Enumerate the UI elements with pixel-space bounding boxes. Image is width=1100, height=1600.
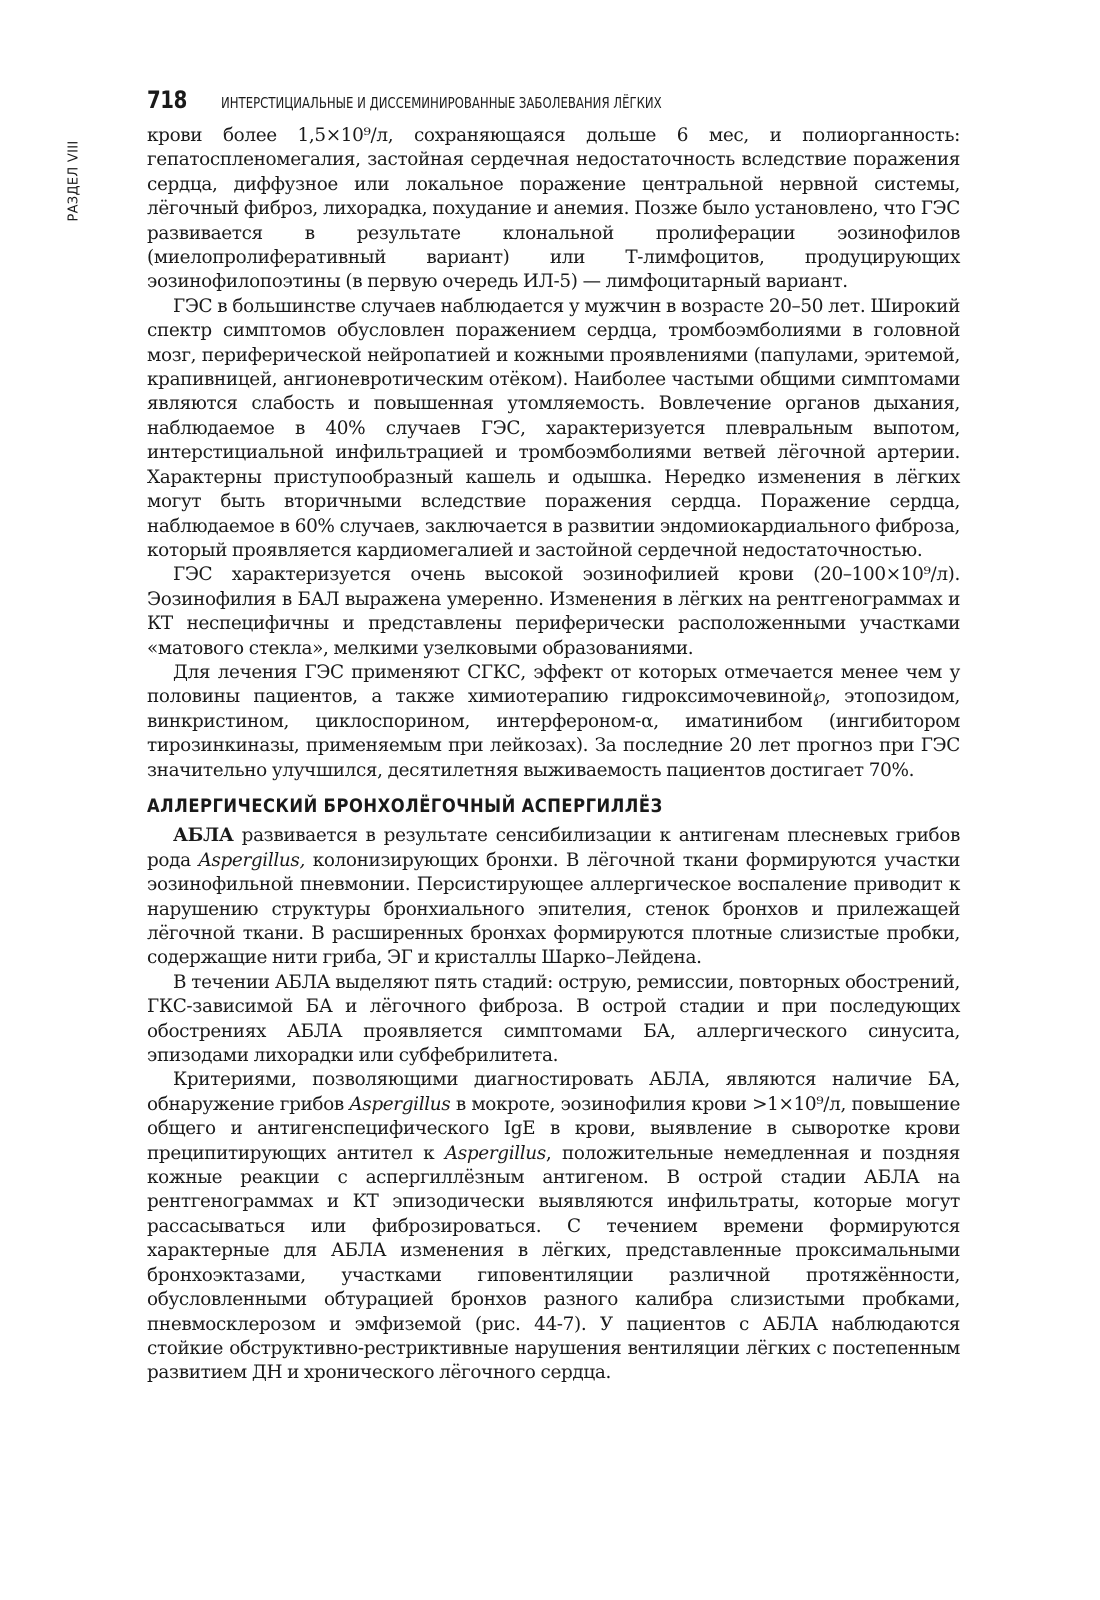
genus-name: Aspergillus — [349, 1093, 451, 1115]
section-tab-label: РАЗДЕЛ VIII — [66, 140, 82, 222]
page-number: 718 — [147, 86, 187, 114]
paragraph: крови более 1,5×10⁹/л, сохраняющаяся дольше 6 мес, и полиорганность: гепатоспленомегалия, застойная сердечная недостаточность вследствие поражения сердца, диффузное или локальное поражение центральной нервной системы, лёгочный фиброз, лихорадка, похудание и анемия. Позже было установлено, что ГЭС развивается в результате клональной пролиферации эозинофилов (миелопролиферативный вариант) или Т-лимфоцитов, продуцирующих эозинофилопоэтины (в первую очередь ИЛ-5) — лимфоцитарный вариант. — [147, 125, 960, 293]
paragraph: В течении АБЛА выделяют пять стадий: острую, ремиссии, повторных обострений, ГКС-зависимой БА и лёгочного фиброза. В острой стадии и при последующих обострениях АБЛА проявляется симптомами БА, аллергического синусита, эпизодами лихорадки или субфебрилитета. — [147, 971, 960, 1067]
chapter-title: ИНТЕРСТИЦИАЛЬНЫЕ И ДИССЕМИНИРОВАННЫЕ ЗАБОЛЕВАНИЯ ЛЁГКИХ — [221, 94, 662, 112]
term-abbreviation: АБЛА — [173, 825, 234, 847]
paragraph-text: развивается в результате сенсибилизации к антигенам плесневых грибов рода — [147, 825, 960, 871]
paragraph: ГЭС характеризуется очень высокой эозинофилией крови (20–100×10⁹/л). Эозинофилия в БАЛ выражена умеренно. Изменения в лёгких на рентгенограммах и КТ неспецифичны и представлены периферически расположенными участками «матового стекла», мелкими узелковыми образованиями. — [147, 564, 960, 659]
genus-name: Aspergillus — [444, 1142, 546, 1164]
paragraph-text: в мокроте, эозинофилия крови >1×10⁹/л, повышение общего и антигенспецифического IgE в крови, выявление в сыворотке крови преципитирующих антител к — [147, 1093, 960, 1164]
paragraph-text: Критериями, позволяющими диагностировать АБЛА, являются наличие БА, обнаружение грибов — [147, 1069, 960, 1115]
section-tab — [62, 131, 86, 231]
page-body — [147, 124, 960, 1386]
paragraph — [147, 824, 960, 970]
genus-name: Aspergillus, — [198, 849, 305, 871]
paragraph-text: колонизирующих бронхи. В лёгочной ткани формируются участки эозинофильной пневмонии. Персистирующее аллергическое воспаление приводит к нарушению структуры бронхиального эпителия, стенок бронхов и прилежащей лёгочной ткани. В расширенных бронхах формируются плотные слизистые пробки, содержащие нити гриба, ЭГ и кристаллы Шарко–Лейдена. — [147, 849, 960, 969]
paragraph-text: , положительные немедленная и поздняя кожные реакции с аспергиллёзным антигеном. В острой стадии АБЛА на рентгенограммах и КТ эпизодически выявляются инфильтраты, которые могут рассасываться или фиброзироваться. С течением времени формируются характерные для АБЛА изменения в лёгких, представленные проксимальными бронхоэктазами, участками гиповентиляции различной протяжённости, обусловленными обтурацией бронхов разного калибра слизистыми пробками, пневмосклерозом и эмфиземой (рис. 44-7). У пациентов с АБЛА наблюдаются стойкие обструктивно-рестриктивные нарушения вентиляции лёгких с постепенным развитием ДН и хронического лёгочного сердца. — [147, 1142, 960, 1384]
paragraph: ГЭС в большинстве случаев наблюдается у мужчин в возрасте 20–50 лет. Широкий спектр симптомов обусловлен поражением сердца, тромбоэмболиями в головной мозг, периферической нейропатией и кожными проявлениями (папулами, эритемой, крапивницей, ангионевротическим отёком). Наиболее частыми общими симптомами являются слабость и повышенная утомляемость. Вовлечение органов дыхания, наблюдаемое в 40% случаев ГЭС, характеризуется плевральным выпотом, интерстициальной инфильтрацией и тромбоэмболиями ветвей лёгочной артерии. Характерны приступообразный кашель и одышка. Нередко изменения в лёгких могут быть вторичными вследствие поражения сердца. Поражение сердца, наблюдаемое в 60% случаев, заключается в развитии эндомиокардиального фиброза, который проявляется кардиомегалией и застойной сердечной недостаточностью. — [147, 295, 960, 561]
section-heading: АЛЛЕРГИЧЕСКИЙ БРОНХОЛЁГОЧНЫЙ АСПЕРГИЛЛЁЗ — [147, 794, 663, 817]
paragraph — [147, 1068, 960, 1385]
running-head — [147, 86, 786, 116]
paragraph: Для лечения ГЭС применяют СГКС, эффект от которых отмечается менее чем у половины пациентов, а также химиотерапию гидроксимочевиной℘, этопозидом, винкристином, циклоспорином, интерфероном-α, иматинибом (ингибитором тирозинкиназы, применяемым при лейкозах). За последние 20 лет прогноз при ГЭС значительно улучшился, десятилетняя выживаемость пациентов достигает 70%. — [147, 661, 960, 781]
